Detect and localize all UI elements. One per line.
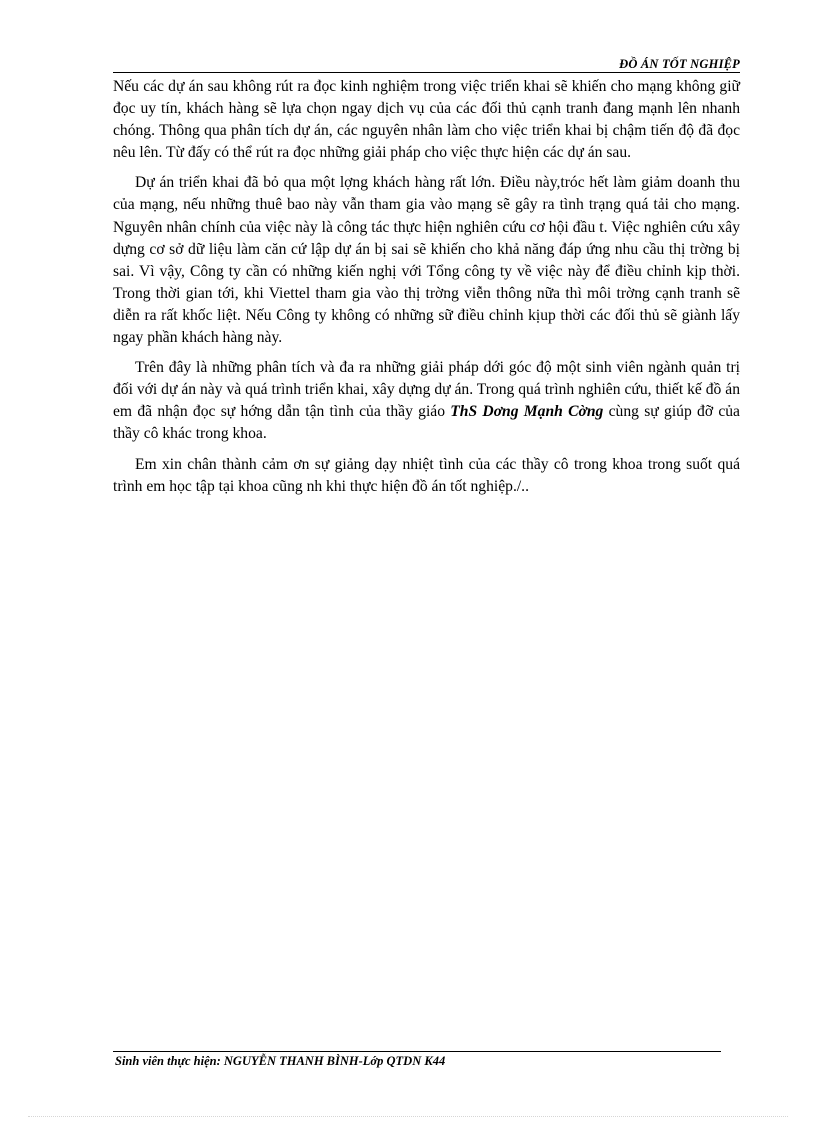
body-text xyxy=(113,76,740,506)
page-footer: Sinh viên thực hiện: NGUYỄN THANH BÌNH-Lớp QTDN K44 xyxy=(115,1054,446,1068)
header-title: ĐỒ ÁN TỐT NGHIỆP xyxy=(619,57,740,71)
footer-divider xyxy=(113,1051,721,1052)
paragraph-3 xyxy=(113,357,740,445)
paragraph-4: Em xin chân thành cảm ơn sự giảng dạy nhiệt tình của các thầy cô trong khoa trong suốt quá trình em học tập tại khoa cũng nh khi thực hiện đồ án tốt nghiệp./.. xyxy=(113,455,740,495)
paragraph-3-before: Trên đây là những phân tích và đa ra những giải pháp dới góc độ một sinh viên ngành quản trị đối với dự án này và quá trình triển khai, xây dựng dự án. Trong quá trình nghiên cứu, thiết kế đồ án em đã nhận đọc sự hớng dẫn tận tình của thầy giáo xyxy=(113,359,740,421)
paragraph-2: Dự án triển khai đã bỏ qua một lợng khách hàng rất lớn. Điều này,tróc hết làm giảm doanh thu của mạng, nếu những thuê bao này vẫn tham gia vào mạng sẽ gây ra tình trạng quá tải cho mạng. Nguyên nhân chính của việc này là công tác thực hiện nghiên cứu cơ hội đầu t. Việc nghiên cứu xây dựng cơ sở dữ liệu làm căn cứ lập dự án bị sai sẽ khiến cho khả năng đáp ứng nhu cầu thị trờng bị sai. Vì vậy, Công ty cần có những kiến nghị với Tổng công ty về việc này để điều chỉnh kịp thời. Trong thời gian tới, khi Viettel tham gia vào thị trờng viễn thông nữa thì môi trờng cạnh tranh sẽ diễn ra rất khốc liệt. Nếu Công ty không có những sữ điều chỉnh kịup thời các đối thủ sẽ giành lấy ngay phần khách hàng này. xyxy=(113,174,740,347)
page-header xyxy=(113,57,740,73)
advisor-name: ThS Dơng Mạnh Cờng xyxy=(450,403,604,421)
page-bottom-border xyxy=(28,1116,788,1117)
paragraph-1: Nếu các dự án sau không rút ra đọc kinh nghiệm trong việc triển khai sẽ khiến cho mạng không giữ đọc uy tín, khách hàng sẽ lựa chọn ngay dịch vụ của các đối thủ cạnh tranh đang mạnh lên nhanh chóng. Thông qua phân tích dự án, các nguyên nhân làm cho việc triển khai bị chậm tiến độ đã đọc nêu lên. Từ đấy có thể rút ra đọc những giải pháp cho việc thực hiện các dự án sau. xyxy=(113,78,740,162)
paragraph-3-after: cùng sự giúp đỡ của thầy cô khác trong khoa. xyxy=(113,403,740,443)
